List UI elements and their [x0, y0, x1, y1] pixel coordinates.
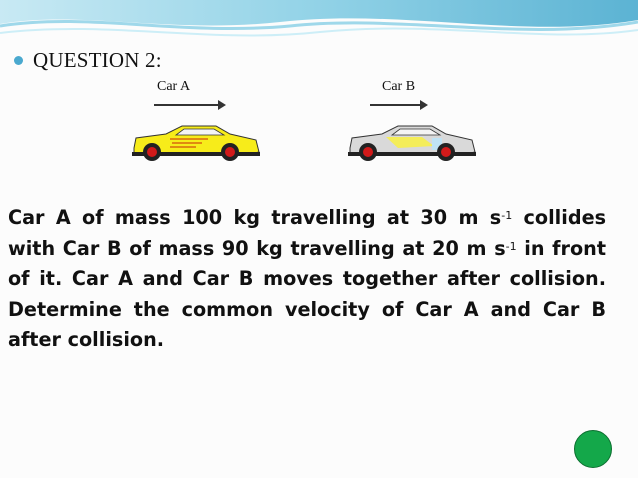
unit-exponent-2: -1: [505, 239, 517, 253]
car-a-label: Car A: [157, 79, 191, 94]
unit-exponent-1: -1: [501, 209, 513, 222]
question-title: QUESTION 2:: [33, 48, 162, 72]
car-a-direction-arrow: [154, 104, 224, 106]
question-bullet-row: [14, 48, 162, 73]
car-b-icon: [346, 122, 478, 166]
car-a-icon: [130, 122, 262, 166]
problem-text-part1: Car A of mass 100 kg travelling at 30 m s: [8, 206, 502, 229]
problem-text-part2: collides with Car B of mass 90 kg travelling at 20 m s: [8, 206, 606, 260]
car-b-label: Car B: [382, 79, 416, 94]
next-slide-button[interactable]: [574, 430, 612, 468]
car-b-direction-arrow: [370, 104, 426, 106]
bullet-icon: [14, 56, 23, 65]
problem-statement: [8, 203, 606, 356]
problem-text-part3: in front of it. Car A and Car B moves together after collision. Determine the common velocity of Car A and Car B after collision.: [8, 236, 606, 351]
